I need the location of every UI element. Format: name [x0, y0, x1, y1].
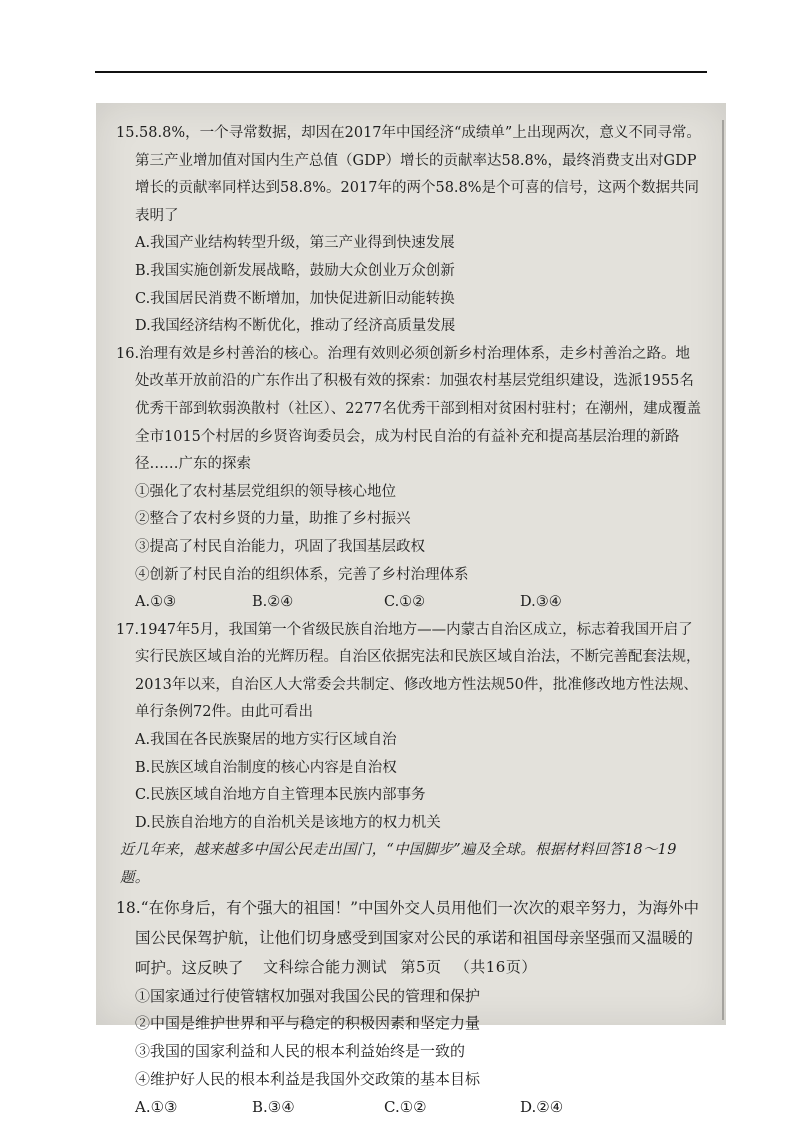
question-18-choice-b: B.③④ — [252, 1097, 295, 1116]
question-18-choice-a: A.①③ — [135, 1097, 178, 1116]
page-footer — [0, 956, 800, 977]
question-15 — [116, 120, 702, 341]
question-18 — [116, 893, 702, 1122]
question-18-choices — [116, 1094, 702, 1122]
question-17 — [116, 617, 702, 838]
question-16-item-2: ②整合了农村乡贤的力量，助推了乡村振兴 — [135, 511, 411, 528]
question-18-choice-c: C.①② — [384, 1097, 427, 1116]
question-16-choice-b: B.②④ — [252, 594, 294, 611]
material-intro: 近几年来，越来越多中国公民走出国门，“中国脚步”遍及全球。根据材料回答18～19题。 — [120, 842, 677, 887]
question-18-stem: 18.“在你身后，有个强大的祖国！”中国外交人员用他们一次次的艰辛努力，为海外中国公民保驾护航，让他们切身感受到国家对公民的承诺和祖国母亲坚强而又温暖的呵护。这反映了 — [116, 898, 700, 977]
question-16-choice-c: C.①② — [384, 594, 426, 611]
question-17-stem: 17.1947年5月，我国第一个省级民族自治地方——内蒙古自治区成立，标志着我国开启了实行民族区域自治的光辉历程。自治区依据宪法和民族区域自治法，不断完善配套法规，2013年以来，自治区人大常委会共制定、修改地方性法规50件，批准修改地方性法规、单行条例72件。由此可看出 — [116, 621, 701, 721]
question-15-option-b: B.我国实施创新发展战略，鼓励大众创业万众创新 — [135, 262, 455, 279]
question-16-item-4: ④创新了村民自治的组织体系，完善了乡村治理体系 — [135, 566, 469, 583]
page-edge-shadow — [722, 120, 724, 1020]
question-17-option-b: B.民族区域自治制度的核心内容是自治权 — [135, 759, 397, 776]
question-16-choices — [116, 589, 702, 617]
question-15-option-d: D.我国经济结构不断优化，推动了经济高质量发展 — [135, 318, 456, 335]
question-16 — [116, 341, 702, 617]
question-18-item-4: ④维护好人民的根本利益是我国外交政策的基本目标 — [135, 1070, 481, 1089]
question-15-option-c: C.我国居民消费不断增加，加快促进新旧动能转换 — [135, 290, 455, 307]
question-16-item-3: ③提高了村民自治能力，巩固了我国基层政权 — [135, 538, 425, 555]
footer-page-number: 第5页 — [400, 958, 442, 976]
question-16-stem: 16.治理有效是乡村善治的核心。治理有效则必须创新乡村治理体系，走乡村善治之路。地处改革开放前沿的广东作出了积极有效的探索：加强农村基层党组织建设，选派1955名优秀干部到软弱涣散村（社区）、2277名优秀干部到相对贫困村驻村；在潮州，建成覆盖全市1015个村居的乡贤咨询委员会，成为村民自治的有益补充和提高基层治理的新路径……广东的探索 — [116, 345, 702, 473]
question-16-choice-d: D.③④ — [520, 594, 562, 611]
question-18-item-1: ①国家通过行使管辖权加强对我国公民的管理和保护 — [135, 986, 481, 1005]
header-rule — [95, 71, 707, 73]
question-18-item-2: ②中国是维护世界和平与稳定的积极因素和坚定力量 — [135, 1014, 481, 1033]
question-18-item-3: ③我国的国家利益和人民的根本利益始终是一致的 — [135, 1042, 466, 1061]
question-18-choice-d: D.②④ — [520, 1097, 564, 1116]
footer-subject: 文科综合能力测试 — [263, 958, 388, 976]
question-15-option-a: A.我国产业结构转型升级，第三产业得到快速发展 — [135, 235, 455, 252]
question-16-choice-a: A.①③ — [135, 594, 177, 611]
question-15-stem: 15.58.8%，一个寻常数据，却因在2017年中国经济“成绩单”上出现两次，意义不同寻常。第三产业增加值对国内生产总值（GDP）增长的贡献率达58.8%，最终消费支出对GDP增长的贡献率同样达到58.8%。2017年的两个58.8%是个可喜的信号，这两个数据共同表明了 — [116, 125, 701, 224]
footer-total-pages: （共16页） — [454, 958, 537, 976]
question-17-option-d: D.民族自治地方的自治机关是该地方的权力机关 — [135, 814, 441, 831]
question-16-item-1: ①强化了农村基层党组织的领导核心地位 — [135, 483, 396, 500]
question-17-option-a: A.我国在各民族聚居的地方实行区域自治 — [135, 732, 397, 749]
question-17-option-c: C.民族区域自治地方自主管理本民族内部事务 — [135, 787, 426, 804]
